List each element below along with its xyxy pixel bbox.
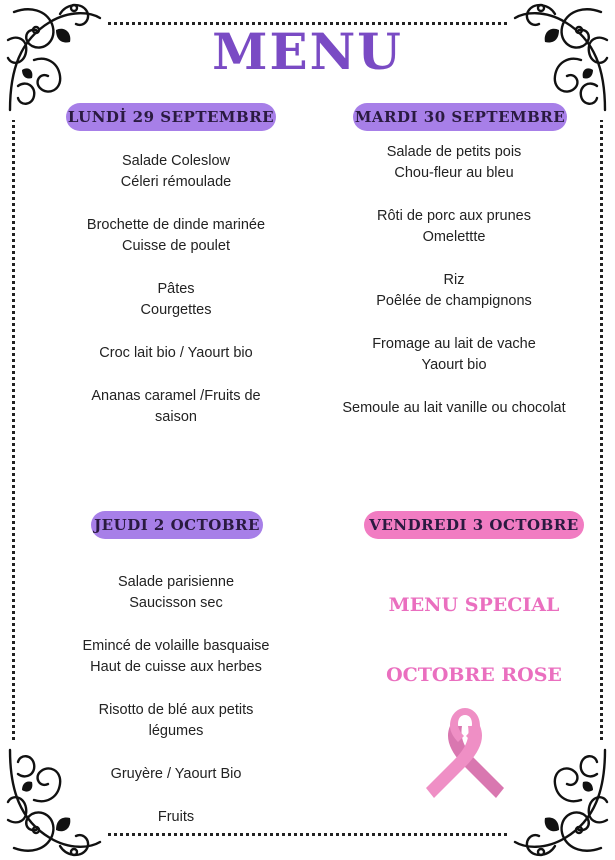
page-title: MENU bbox=[212, 22, 403, 81]
special-menu-subtitle: OCTOBRE ROSE bbox=[386, 664, 562, 686]
day-header-thursday: JEUDI 2 OCTOBRE bbox=[91, 511, 263, 539]
menu-item-starter bbox=[58, 572, 294, 614]
menu-item-dairy bbox=[58, 343, 294, 364]
dish-label: Chou-fleur au bleu bbox=[394, 165, 514, 181]
corner-ornament-bottom-right bbox=[507, 740, 615, 860]
dish-label: Haut de cuisse aux herbes bbox=[90, 659, 262, 675]
dish-label: Céleri rémoulade bbox=[120, 174, 232, 190]
dish-label: Salade Coleslow bbox=[121, 153, 230, 169]
menu-item-starter bbox=[58, 151, 294, 193]
dish-label: Salade de petits pois bbox=[386, 144, 522, 160]
dish-label: Fromage au lait de vache bbox=[372, 336, 536, 352]
dish-label: Omelettte bbox=[422, 229, 486, 245]
dish-label: Brochette de dinde marinée bbox=[86, 217, 266, 233]
special-menu-title: MENU SPECIAL bbox=[388, 594, 560, 616]
menu-item-side bbox=[58, 279, 294, 321]
dish-label: Risotto de blé aux petits bbox=[98, 702, 254, 718]
menu-item-main bbox=[318, 206, 590, 248]
menu-item-starter bbox=[318, 142, 590, 184]
menu-item-dessert bbox=[318, 398, 590, 419]
dish-label: Salade parisienne bbox=[117, 574, 235, 590]
menu-item-side bbox=[58, 700, 294, 742]
dish-label: Semoule au lait vanille ou chocolat bbox=[342, 400, 566, 416]
dish-label: Courgettes bbox=[140, 302, 212, 318]
day-header-tuesday: MARDI 30 SEPTEMBRE bbox=[353, 103, 567, 131]
menu-item-dessert bbox=[58, 807, 294, 828]
dish-label: saison bbox=[155, 409, 197, 425]
day-header-friday: VENDREDI 3 OCTOBRE bbox=[364, 511, 584, 539]
dish-label: Ananas caramel /Fruits de bbox=[91, 388, 261, 404]
menu-item-dairy bbox=[318, 334, 590, 376]
dish-label: Emincé de volaille basquaise bbox=[82, 638, 270, 654]
dish-label: légumes bbox=[148, 723, 204, 739]
menu-item-main bbox=[58, 636, 294, 678]
dish-label: Poêlée de champignons bbox=[376, 293, 532, 309]
dish-label: Croc lait bio / Yaourt bio bbox=[99, 345, 253, 361]
dish-label: Cuisse de poulet bbox=[121, 238, 230, 254]
menu-list-tuesday bbox=[318, 142, 590, 419]
menu-list-monday bbox=[58, 151, 294, 428]
dish-label: Fruits bbox=[157, 809, 195, 825]
dish-label: Gruyère / Yaourt Bio bbox=[110, 766, 242, 782]
pink-ribbon-icon bbox=[426, 708, 504, 800]
dish-label: Rôti de porc aux prunes bbox=[377, 208, 531, 224]
dish-label: Yaourt bio bbox=[421, 357, 487, 373]
day-header-monday: LUNDİ 29 SEPTEMBRE bbox=[66, 103, 276, 131]
dish-label: Saucisson sec bbox=[129, 595, 223, 611]
menu-item-side bbox=[318, 270, 590, 312]
dish-label: Pâtes bbox=[157, 281, 195, 297]
menu-item-dairy bbox=[58, 764, 294, 785]
menu-list-thursday bbox=[58, 572, 294, 828]
menu-item-dessert bbox=[58, 386, 294, 428]
scroll-ornament-icon bbox=[507, 740, 615, 860]
dish-label: Riz bbox=[443, 272, 465, 288]
menu-item-main bbox=[58, 215, 294, 257]
